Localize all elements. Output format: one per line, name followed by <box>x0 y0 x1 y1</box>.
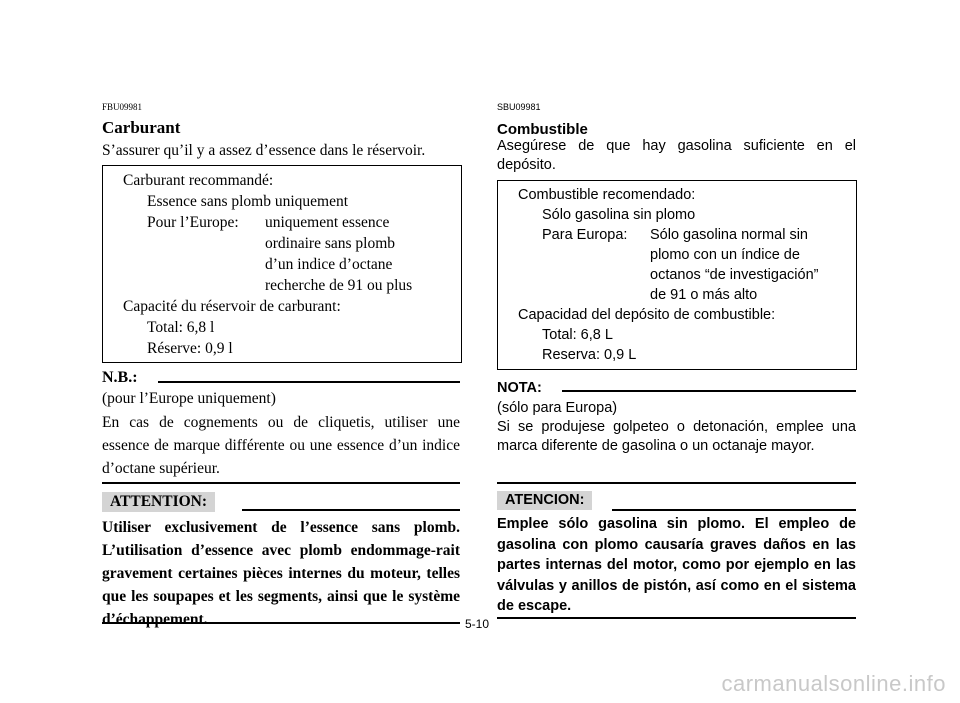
note-subtitle: (pour l’Europe uniquement) <box>102 390 276 407</box>
note-end-rule <box>497 482 856 484</box>
section-title: Carburant <box>102 118 181 137</box>
section-code: FBU09981 <box>102 102 143 112</box>
box-line: Reserva: 0,9 L <box>542 347 637 363</box>
warning-text: Utiliser exclusivement de l’essence sans plomb. L’utilisation d’essence avec plomb endommage-rait gravement certaines pièces internes du moteur, telles que les soupapes et les segments, ainsi que le système d’échappement. <box>102 519 460 628</box>
warning-label: ATENCION: <box>497 491 592 510</box>
note-text: En cas de cognements ou de cliquetis, utiliser une essence de marque différente ou une essence d’un indice d’octane supérieur. <box>102 414 460 477</box>
box-line: Para Europa: <box>542 227 628 243</box>
warning-label: ATTENTION: <box>102 492 215 512</box>
note-text: Si se produjese golpeteo o detonación, emplee una marca diferente de gasolina o un octanaje mayor. <box>497 419 856 454</box>
box-line: Essence sans plomb uniquement <box>147 193 349 210</box>
note-rule <box>562 390 856 392</box>
box-line: Sólo gasolina sin plomo <box>542 207 696 223</box>
box-line: Sólo gasolina normal sin <box>650 227 808 243</box>
note-rule <box>158 381 460 383</box>
box-line: uniquement essence <box>265 214 390 231</box>
note-end-rule <box>102 482 460 484</box>
box-line: Réserve: 0,9 l <box>147 340 233 357</box>
page-number: 5-10 <box>465 617 490 631</box>
box-line: ordinaire sans plomb <box>265 235 396 252</box>
box-line: Total: 6,8 l <box>147 319 215 336</box>
box-line: Pour l’Europe: <box>147 214 239 231</box>
warning-end-rule <box>497 617 856 619</box>
note-label: NOTA: <box>497 380 542 396</box>
fuel-spec-box <box>497 180 857 370</box>
box-line: Capacidad del depósito de combustible: <box>518 307 776 323</box>
box-line: Capacité du réservoir de carburant: <box>123 298 341 315</box>
fuel-spec-box <box>102 165 462 363</box>
box-line: Combustible recomendado: <box>518 187 696 203</box>
box-line: plomo con un índice de <box>650 247 800 263</box>
section-code: SBU09981 <box>497 102 541 112</box>
box-line: Carburant recommandé: <box>123 172 274 189</box>
box-line: recherche de 91 ou plus <box>265 277 413 294</box>
warning-rule <box>612 509 856 511</box>
note-label: N.B.: <box>102 369 138 386</box>
intro-text: S’assurer qu’il y a assez d’essence dans le réservoir. <box>102 142 426 159</box>
box-line: d’un indice d’octane <box>265 256 393 273</box>
box-line: de 91 o más alto <box>650 287 758 303</box>
section-title: Combustible <box>497 121 588 138</box>
intro-text: Asegúrese de que hay gasolina suficiente en el depósito. <box>497 138 856 173</box>
note-subtitle: (sólo para Europa) <box>497 400 618 416</box>
warning-end-rule <box>102 622 460 624</box>
warning-rule <box>242 509 460 511</box>
watermark: carmanualsonline.info <box>721 671 946 696</box>
box-line: Total: 6,8 L <box>542 327 613 343</box>
warning-text: Emplee sólo gasolina sin plomo. El empleo de gasolina con plomo causaría graves daños en las partes internas del motor, como por ejemplo en las válvulas y anillos de pistón, así como en el sistema de escape. <box>497 516 856 614</box>
box-line: octanos “de investigación” <box>650 267 819 283</box>
